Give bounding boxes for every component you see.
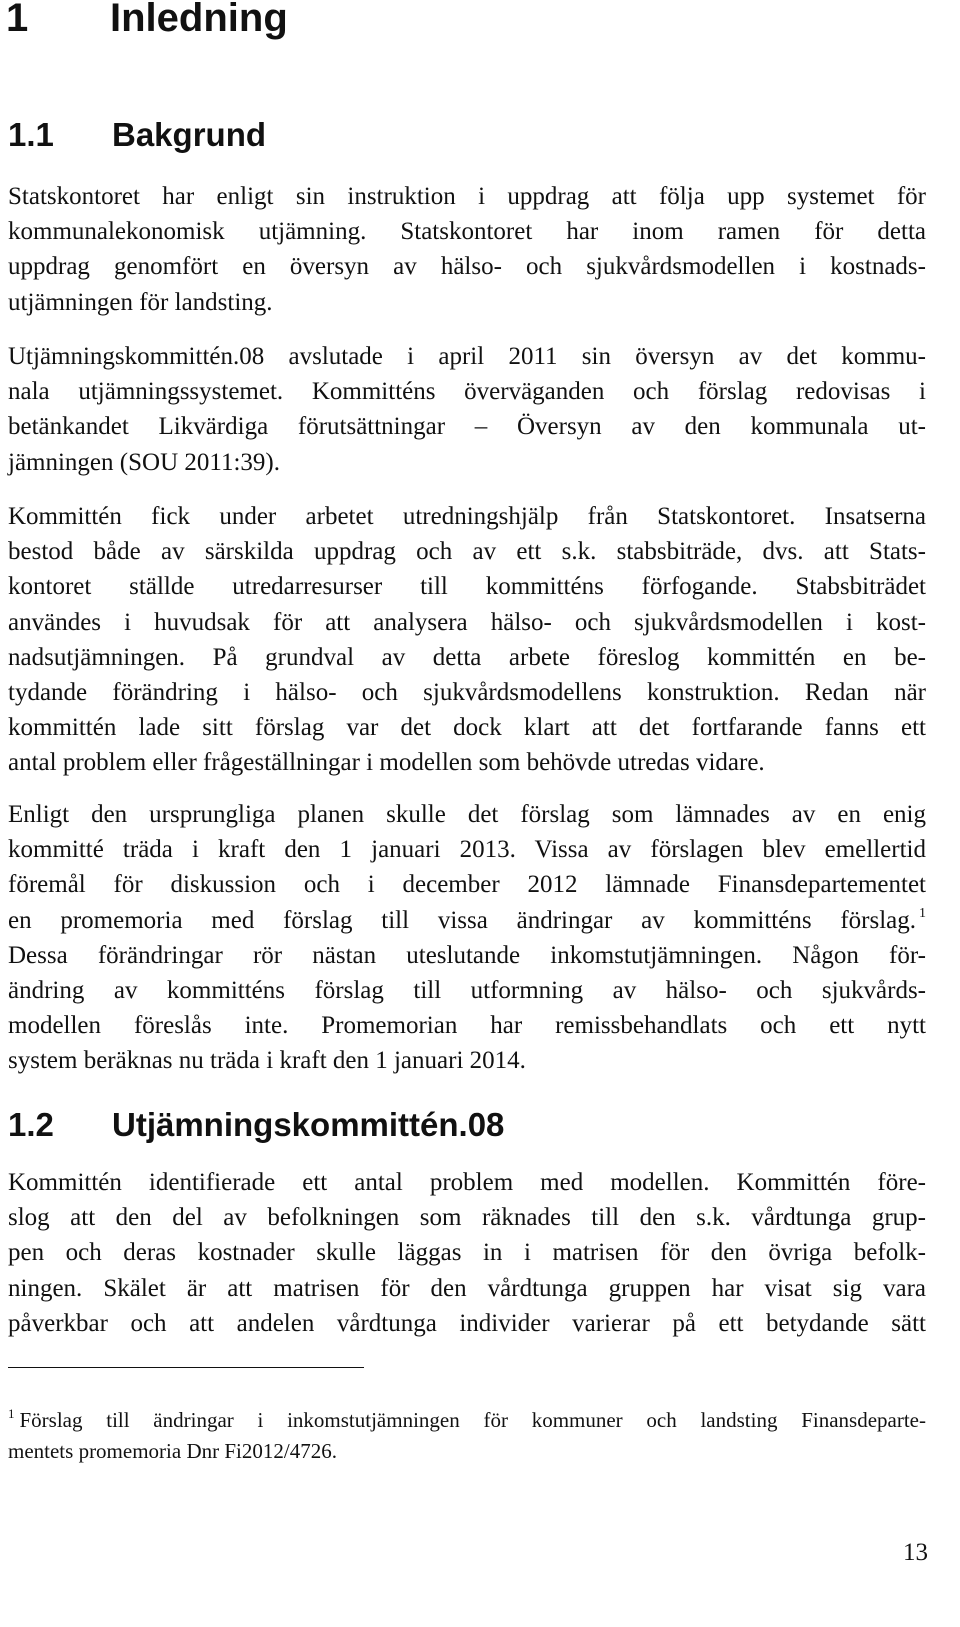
text-line: slog att den del av befolkningen som räknades till den s.k. vårdtunga grup- — [8, 1204, 926, 1232]
chapter-title: Inledning — [110, 0, 288, 40]
footnote-number: 1 — [8, 1406, 15, 1421]
paragraph-1 — [8, 179, 926, 320]
section-title: Utjämningskommittén.08 — [112, 1106, 505, 1143]
section-heading-1-2 — [8, 1105, 504, 1145]
text-line: uppdrag genomfört en översyn av hälso- och sjukvårdsmodellen i kostnads- — [8, 253, 926, 281]
text-line: system beräknas nu träda i kraft den 1 januari 2014. — [8, 1047, 526, 1075]
paragraph-4 — [8, 797, 926, 1079]
text-line: Enligt den ursprungliga planen skulle det förslag som lämnades av en enig — [8, 801, 926, 828]
text-line: kommittén lade sitt förslag var det dock klart att det fortfarande fanns ett — [8, 714, 926, 742]
page-number: 13 — [903, 1539, 928, 1566]
text-line: Utjämningskommittén.08 avslutade i april 2011 sin översyn av det kommu- — [8, 343, 926, 370]
text-line: Dessa förändringar rör nästan uteslutande inkomstutjämningen. Någon för- — [8, 941, 926, 969]
footnote-reference[interactable]: 1 — [919, 905, 926, 921]
section-number: 1.1 — [8, 116, 54, 153]
text-line: antal problem eller frågeställningar i modellen som behövde utredas vidare. — [8, 749, 765, 777]
text-line: Statskontoret har enligt sin instruktion i uppdrag att följa upp systemet för — [8, 183, 926, 210]
text-line: jämningen (SOU 2011:39). — [8, 448, 280, 476]
text-line: betänkandet Likvärdiga förutsättningar – Översyn av den kommunala ut- — [8, 413, 926, 441]
text-line: en promemoria med förslag till vissa ändringar av kommitténs förslag. — [8, 906, 916, 934]
footnote — [8, 1405, 926, 1467]
text-line: modellen föreslås inte. Promemorian har remissbehandlats och ett nytt — [8, 1012, 926, 1040]
text-line: utjämningen för landsting. — [8, 288, 273, 316]
text-line: Kommittén fick under arbetet utredningshjälp från Statskontoret. Insatserna — [8, 503, 926, 530]
section-title: Bakgrund — [112, 116, 267, 153]
text-line: kommitté träda i kraft den 1 januari 2013. Vissa av förslagen blev emellertid — [8, 836, 926, 864]
chapter-heading — [6, 0, 288, 42]
text-line: nala utjämningssystemet. Kommitténs överväganden och förslag redovisas i — [8, 378, 926, 406]
text-line: nadsutjämningen. På grundval av detta arbete föreslog kommittén en be- — [8, 643, 926, 671]
footnote-separator — [8, 1367, 364, 1368]
footnote-text: Förslag till ändringar i inkomstutjämningen för kommuner och landsting Finansdeparte- — [19, 1408, 926, 1432]
text-line: ändring av kommitténs förslag till utformning av hälso- och sjukvårds- — [8, 976, 926, 1004]
text-line: bestod både av särskilda uppdrag och av ett s.k. stabsbiträde, dvs. att Stats- — [8, 538, 926, 566]
footnote-line — [8, 1405, 926, 1436]
paragraph-2 — [8, 339, 926, 480]
text-line: Kommittén identifierade ett antal problem med modellen. Kommittén före- — [8, 1169, 926, 1196]
section-heading-1-1 — [8, 115, 266, 155]
text-line: kommunalekonomisk utjämning. Statskontoret har inom ramen för detta — [8, 218, 926, 246]
chapter-number: 1 — [6, 0, 29, 40]
text-line: ningen. Skälet är att matrisen för den vårdtunga gruppen har visat sig vara — [8, 1274, 926, 1302]
text-line: påverkbar och att andelen vårdtunga individer varierar på ett betydande sätt — [8, 1309, 926, 1337]
text-line: kontoret ställde utredarresurser till kommitténs förfogande. Stabsbiträdet — [8, 573, 926, 601]
footnote-line: mentets promemoria Dnr Fi2012/4726. — [8, 1439, 337, 1463]
text-line-with-footnote — [8, 903, 926, 938]
section-number: 1.2 — [8, 1106, 54, 1143]
paragraph-5 — [8, 1165, 926, 1341]
paragraph-3 — [8, 499, 926, 781]
text-line: pen och deras kostnader skulle läggas in i matrisen för den övriga befolk- — [8, 1239, 926, 1267]
text-line: föremål för diskussion och i december 2012 lämnade Finansdepartementet — [8, 871, 926, 899]
text-line: tydande förändring i hälso- och sjukvårdsmodellens konstruktion. Redan när — [8, 678, 926, 706]
text-line: användes i huvudsak för att analysera hälso- och sjukvårdsmodellen i kost- — [8, 608, 926, 636]
